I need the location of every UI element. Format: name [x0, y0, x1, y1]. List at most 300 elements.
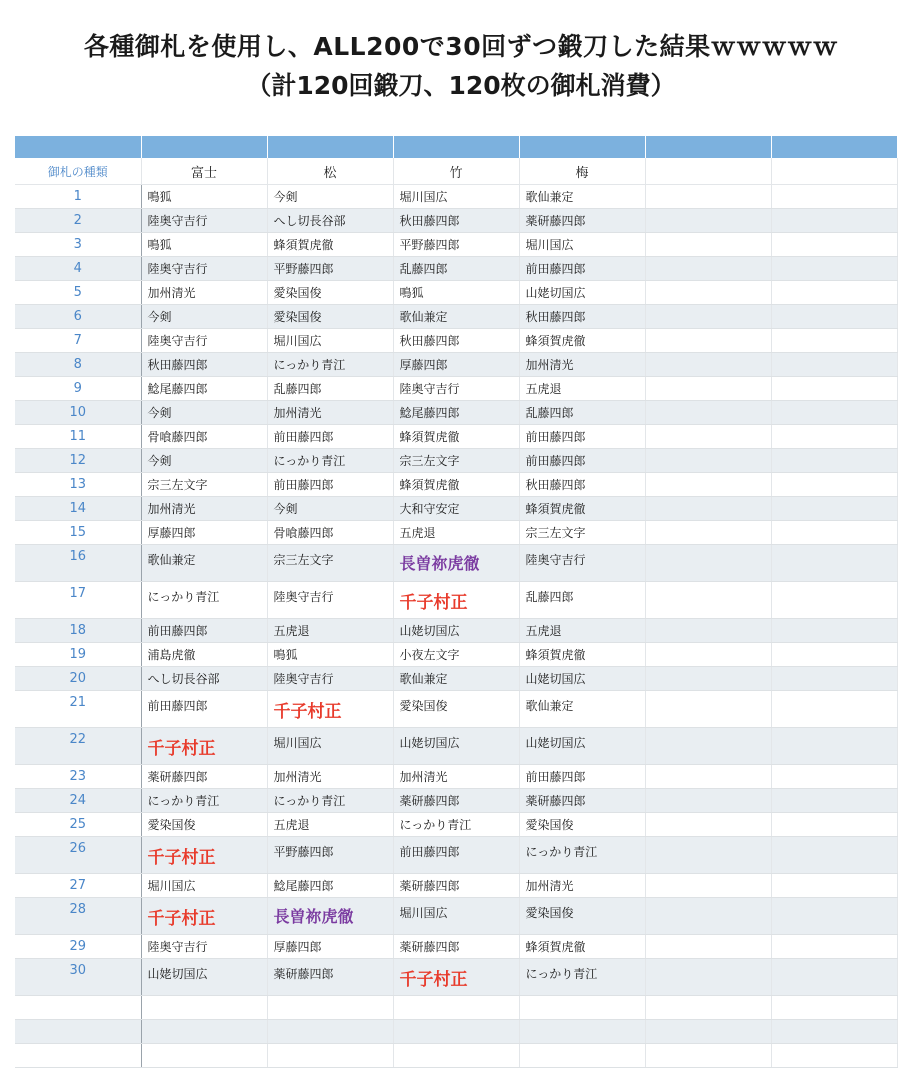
- row-number: 20: [15, 667, 141, 691]
- table-cell: [141, 789, 267, 813]
- title-line-2: （計120回鍛刀、120枚の御札消費）: [246, 71, 676, 100]
- row-number: 9: [15, 377, 141, 401]
- table-row: [15, 619, 897, 643]
- sword-name: 堀川国広: [399, 190, 448, 204]
- sword-name: 今剣: [147, 454, 172, 468]
- empty-cell: [645, 582, 771, 619]
- empty-cell: [771, 353, 897, 377]
- sword-name: 五虎退: [525, 382, 562, 396]
- sword-name: 陸奥守吉行: [147, 214, 208, 228]
- table-row: [15, 765, 897, 789]
- sword-name: 鳴狐: [273, 648, 298, 662]
- table-cell: [267, 185, 393, 209]
- table-row: [15, 874, 897, 898]
- sword-name: 今剣: [147, 310, 172, 324]
- sword-name: 厚藤四郎: [399, 358, 448, 372]
- sword-name: にっかり青江: [273, 358, 346, 372]
- table-row: [15, 545, 897, 582]
- empty-cell: [267, 996, 393, 1020]
- table-cell: [141, 353, 267, 377]
- sword-name: 山姥切国広: [525, 286, 586, 300]
- table-cell: [267, 353, 393, 377]
- sword-name: 乱藤四郎: [273, 382, 322, 396]
- table-cell: [267, 813, 393, 837]
- sword-name: 薬研藤四郎: [147, 770, 208, 784]
- table-row: [15, 329, 897, 353]
- table-cell: [393, 837, 519, 874]
- table-cell: [141, 377, 267, 401]
- table-cell: [393, 185, 519, 209]
- column-header-ume: 梅: [519, 158, 645, 185]
- empty-cell: [267, 1044, 393, 1068]
- table-row: [15, 449, 897, 473]
- sword-name: にっかり青江: [525, 967, 598, 981]
- empty-cell: [771, 874, 897, 898]
- table-cell: [519, 425, 645, 449]
- empty-cell: [771, 401, 897, 425]
- empty-cell: [645, 619, 771, 643]
- sword-name: 山姥切国広: [399, 624, 460, 638]
- sword-name: にっかり青江: [399, 818, 472, 832]
- sword-name: にっかり青江: [525, 845, 598, 859]
- empty-cell: [771, 996, 897, 1020]
- table-cell: [393, 473, 519, 497]
- table-cell: [141, 329, 267, 353]
- table-cell: [519, 209, 645, 233]
- empty-cell: [771, 521, 897, 545]
- sword-name: 加州清光: [525, 879, 574, 893]
- table-cell: [519, 728, 645, 765]
- table-cell: [267, 789, 393, 813]
- empty-cell: [645, 728, 771, 765]
- table-cell: [393, 728, 519, 765]
- table-cell: [141, 898, 267, 935]
- table-cell: [519, 473, 645, 497]
- sword-name: にっかり青江: [273, 454, 346, 468]
- table-cell: [141, 497, 267, 521]
- empty-cell: [645, 377, 771, 401]
- forging-results-table: [15, 136, 898, 1068]
- sword-name: 五虎退: [525, 624, 562, 638]
- table-cell: [519, 521, 645, 545]
- sword-name: 愛染国俊: [273, 310, 322, 324]
- row-number: 1: [15, 185, 141, 209]
- row-number: 23: [15, 765, 141, 789]
- table-cell: [519, 643, 645, 667]
- sword-name: 山姥切国広: [399, 736, 460, 750]
- row-number: 12: [15, 449, 141, 473]
- table-cell: [393, 789, 519, 813]
- table-cell: [519, 667, 645, 691]
- sword-name: 蜂須賀虎徹: [273, 238, 334, 252]
- table-row: [15, 281, 897, 305]
- sword-name: 山姥切国広: [525, 672, 586, 686]
- highlighted-sword-name: 千子村正: [147, 739, 216, 759]
- sword-name: 陸奥守吉行: [273, 590, 334, 604]
- table-cell: [267, 473, 393, 497]
- empty-cell: [645, 691, 771, 728]
- empty-cell: [771, 185, 897, 209]
- table-cell: [141, 728, 267, 765]
- sword-name: 薬研藤四郎: [525, 214, 586, 228]
- sword-name: 前田藤四郎: [525, 770, 586, 784]
- table-row: [15, 425, 897, 449]
- table-cell: [519, 898, 645, 935]
- row-number: 8: [15, 353, 141, 377]
- empty-cell: [771, 1020, 897, 1044]
- empty-cell: [15, 1020, 141, 1044]
- sword-name: 宗三左文字: [147, 478, 208, 492]
- header-color-bar: [15, 136, 897, 158]
- empty-cell: [645, 935, 771, 959]
- empty-cell: [645, 959, 771, 996]
- sword-name: 歌仙兼定: [399, 310, 448, 324]
- empty-cell: [645, 353, 771, 377]
- table-cell: [141, 281, 267, 305]
- row-number: 11: [15, 425, 141, 449]
- empty-cell: [645, 1044, 771, 1068]
- sword-name: 乱藤四郎: [525, 590, 574, 604]
- sword-name: 平野藤四郎: [273, 262, 334, 276]
- empty-cell: [645, 305, 771, 329]
- empty-cell: [645, 185, 771, 209]
- highlighted-sword-name: 千子村正: [147, 848, 216, 868]
- table-cell: [267, 377, 393, 401]
- highlighted-sword-name: 千子村正: [273, 702, 342, 722]
- table-cell: [267, 449, 393, 473]
- table-cell: [519, 789, 645, 813]
- table-cell: [141, 691, 267, 728]
- table-row: [15, 185, 897, 209]
- empty-cell: [645, 996, 771, 1020]
- empty-cell: [771, 667, 897, 691]
- sword-name: 堀川国広: [399, 906, 448, 920]
- table-row: [15, 789, 897, 813]
- table-cell: [267, 257, 393, 281]
- table-cell: [393, 643, 519, 667]
- empty-cell: [393, 1020, 519, 1044]
- sword-name: 薬研藤四郎: [273, 967, 334, 981]
- sword-name: 山姥切国広: [525, 736, 586, 750]
- empty-cell: [393, 1044, 519, 1068]
- empty-cell: [645, 257, 771, 281]
- table-cell: [519, 813, 645, 837]
- sword-name: 歌仙兼定: [399, 672, 448, 686]
- empty-header-cell: [645, 158, 771, 185]
- table-row: [15, 959, 897, 996]
- table-cell: [141, 813, 267, 837]
- sword-name: へし切長谷部: [273, 214, 346, 228]
- sword-name: 大和守安定: [399, 502, 460, 516]
- sword-name: 鳴狐: [147, 238, 172, 252]
- row-number: 15: [15, 521, 141, 545]
- empty-cell: [519, 1044, 645, 1068]
- table-cell: [141, 619, 267, 643]
- empty-cell: [771, 837, 897, 874]
- table-cell: [519, 353, 645, 377]
- sword-name: 加州清光: [147, 286, 196, 300]
- sword-name: 加州清光: [399, 770, 448, 784]
- sword-name: 蜂須賀虎徹: [525, 940, 586, 954]
- table-row: [15, 209, 897, 233]
- table-row: [15, 691, 897, 728]
- empty-cell: [15, 1044, 141, 1068]
- sword-name: 加州清光: [273, 770, 322, 784]
- table-cell: [141, 935, 267, 959]
- sword-name: 秋田藤四郎: [399, 214, 460, 228]
- row-number: 24: [15, 789, 141, 813]
- sword-name: 堀川国広: [147, 879, 196, 893]
- table-cell: [393, 329, 519, 353]
- empty-cell: [771, 691, 897, 728]
- row-number: 13: [15, 473, 141, 497]
- table-cell: [141, 185, 267, 209]
- table-cell: [267, 959, 393, 996]
- empty-cell: [771, 619, 897, 643]
- sword-name: 小夜左文字: [399, 648, 460, 662]
- table-cell: [393, 874, 519, 898]
- sword-name: 骨喰藤四郎: [147, 430, 208, 444]
- empty-cell: [519, 996, 645, 1020]
- sword-name: 秋田藤四郎: [525, 310, 586, 324]
- table-cell: [393, 305, 519, 329]
- row-number: 2: [15, 209, 141, 233]
- empty-cell: [771, 582, 897, 619]
- row-number: 19: [15, 643, 141, 667]
- sword-name: 宗三左文字: [273, 553, 334, 567]
- row-number: 16: [15, 545, 141, 582]
- sword-name: 陸奥守吉行: [399, 382, 460, 396]
- empty-cell: [645, 874, 771, 898]
- empty-cell: [267, 1020, 393, 1044]
- empty-cell: [771, 425, 897, 449]
- table-cell: [267, 401, 393, 425]
- empty-cell: [771, 1044, 897, 1068]
- table-cell: [519, 874, 645, 898]
- table-cell: [519, 935, 645, 959]
- sword-name: 堀川国広: [273, 334, 322, 348]
- column-header-take: 竹: [393, 158, 519, 185]
- table-cell: [267, 728, 393, 765]
- empty-cell: [645, 1020, 771, 1044]
- table-row: [15, 233, 897, 257]
- table-cell: [267, 837, 393, 874]
- table-cell: [393, 257, 519, 281]
- table-cell: [393, 521, 519, 545]
- empty-cell: [15, 996, 141, 1020]
- sword-name: 歌仙兼定: [147, 553, 196, 567]
- row-number: 27: [15, 874, 141, 898]
- sword-name: 前田藤四郎: [273, 430, 334, 444]
- sword-name: 堀川国広: [273, 736, 322, 750]
- table-cell: [519, 233, 645, 257]
- sword-name: 乱藤四郎: [525, 406, 574, 420]
- row-number: 25: [15, 813, 141, 837]
- table-cell: [267, 305, 393, 329]
- empty-cell: [645, 521, 771, 545]
- column-header-fuji: 富士: [141, 158, 267, 185]
- table-cell: [519, 619, 645, 643]
- sword-name: 愛染国俊: [525, 818, 574, 832]
- sword-name: 加州清光: [273, 406, 322, 420]
- table-cell: [519, 305, 645, 329]
- column-header-row: [15, 158, 897, 185]
- empty-cell: [771, 209, 897, 233]
- sword-name: 前田藤四郎: [273, 478, 334, 492]
- empty-cell: [645, 545, 771, 582]
- table-cell: [141, 257, 267, 281]
- empty-cell: [141, 1044, 267, 1068]
- sword-name: 前田藤四郎: [525, 430, 586, 444]
- table-cell: [519, 497, 645, 521]
- sword-name: 蜂須賀虎徹: [525, 334, 586, 348]
- table-cell: [267, 765, 393, 789]
- table-cell: [519, 545, 645, 582]
- empty-cell: [645, 765, 771, 789]
- table-cell: [267, 497, 393, 521]
- table-cell: [267, 874, 393, 898]
- table-cell: [267, 329, 393, 353]
- empty-cell: [645, 837, 771, 874]
- highlighted-sword-name: 長曽祢虎徹: [273, 907, 354, 926]
- table-cell: [141, 233, 267, 257]
- sword-name: 陸奥守吉行: [147, 940, 208, 954]
- title-block: [0, 0, 922, 103]
- table-cell: [141, 643, 267, 667]
- row-number: 18: [15, 619, 141, 643]
- table-row: [15, 473, 897, 497]
- empty-row: [15, 996, 897, 1020]
- sword-name: 陸奥守吉行: [273, 672, 334, 686]
- table-row: [15, 401, 897, 425]
- row-number: 30: [15, 959, 141, 996]
- table-cell: [141, 425, 267, 449]
- table-row: [15, 837, 897, 874]
- row-label-header: 御札の種類: [15, 158, 141, 185]
- empty-cell: [645, 329, 771, 353]
- table-cell: [393, 449, 519, 473]
- table-cell: [267, 935, 393, 959]
- sword-name: 鳴狐: [147, 190, 172, 204]
- table-cell: [267, 619, 393, 643]
- empty-cell: [645, 813, 771, 837]
- sword-name: 厚藤四郎: [273, 940, 322, 954]
- table-cell: [519, 959, 645, 996]
- sword-name: 秋田藤四郎: [399, 334, 460, 348]
- table-row: [15, 667, 897, 691]
- table-cell: [393, 813, 519, 837]
- table-cell: [141, 401, 267, 425]
- sword-name: 前田藤四郎: [525, 262, 586, 276]
- sword-name: 薬研藤四郎: [525, 794, 586, 808]
- empty-header-cell: [771, 158, 897, 185]
- row-number: 21: [15, 691, 141, 728]
- empty-cell: [771, 305, 897, 329]
- table-row: [15, 643, 897, 667]
- empty-cell: [645, 643, 771, 667]
- table-cell: [267, 521, 393, 545]
- highlighted-sword-name: 千子村正: [399, 970, 468, 990]
- sword-name: 陸奥守吉行: [525, 553, 586, 567]
- empty-cell: [141, 1020, 267, 1044]
- table-cell: [393, 691, 519, 728]
- sword-name: へし切長谷部: [147, 672, 220, 686]
- table-cell: [267, 667, 393, 691]
- empty-cell: [771, 497, 897, 521]
- title-line-1: 各種御札を使用し、ALL200で30回ずつ鍛刀した結果ｗｗｗｗｗ: [83, 32, 839, 61]
- table-cell: [393, 353, 519, 377]
- sword-name: 鯰尾藤四郎: [399, 406, 460, 420]
- sword-name: 秋田藤四郎: [147, 358, 208, 372]
- sword-name: 前田藤四郎: [147, 624, 208, 638]
- empty-cell: [645, 789, 771, 813]
- table-cell: [393, 377, 519, 401]
- table-row: [15, 353, 897, 377]
- table-cell: [393, 959, 519, 996]
- row-number: 22: [15, 728, 141, 765]
- sword-name: 蜂須賀虎徹: [399, 430, 460, 444]
- row-number: 28: [15, 898, 141, 935]
- row-number: 17: [15, 582, 141, 619]
- empty-cell: [771, 959, 897, 996]
- empty-cell: [645, 898, 771, 935]
- row-number: 4: [15, 257, 141, 281]
- sword-name: 前田藤四郎: [525, 454, 586, 468]
- sword-name: 骨喰藤四郎: [273, 526, 334, 540]
- empty-cell: [393, 996, 519, 1020]
- table-row: [15, 521, 897, 545]
- table-cell: [393, 935, 519, 959]
- table-cell: [519, 449, 645, 473]
- table-cell: [141, 959, 267, 996]
- table-row: [15, 377, 897, 401]
- table-cell: [267, 209, 393, 233]
- empty-cell: [771, 545, 897, 582]
- table-cell: [519, 765, 645, 789]
- row-number: 5: [15, 281, 141, 305]
- sword-name: 鯰尾藤四郎: [147, 382, 208, 396]
- table-cell: [393, 209, 519, 233]
- table-cell: [267, 582, 393, 619]
- sword-name: 陸奥守吉行: [147, 334, 208, 348]
- table-cell: [393, 497, 519, 521]
- table-cell: [393, 898, 519, 935]
- sword-name: 平野藤四郎: [399, 238, 460, 252]
- sword-name: 歌仙兼定: [525, 190, 574, 204]
- row-number: 29: [15, 935, 141, 959]
- sword-name: 乱藤四郎: [399, 262, 448, 276]
- sword-name: 五虎退: [273, 624, 310, 638]
- sword-name: 蜂須賀虎徹: [525, 648, 586, 662]
- empty-cell: [771, 728, 897, 765]
- sword-name: 前田藤四郎: [399, 845, 460, 859]
- empty-cell: [645, 233, 771, 257]
- empty-cell: [771, 449, 897, 473]
- empty-cell: [645, 209, 771, 233]
- sword-name: にっかり青江: [147, 590, 220, 604]
- highlighted-sword-name: 千子村正: [147, 909, 216, 929]
- sword-name: 陸奥守吉行: [147, 262, 208, 276]
- empty-row: [15, 1020, 897, 1044]
- sword-name: 五虎退: [273, 818, 310, 832]
- sword-name: にっかり青江: [273, 794, 346, 808]
- table-cell: [519, 401, 645, 425]
- empty-cell: [645, 281, 771, 305]
- sword-name: 薬研藤四郎: [399, 794, 460, 808]
- table-cell: [267, 691, 393, 728]
- row-number: 26: [15, 837, 141, 874]
- sword-name: 加州清光: [525, 358, 574, 372]
